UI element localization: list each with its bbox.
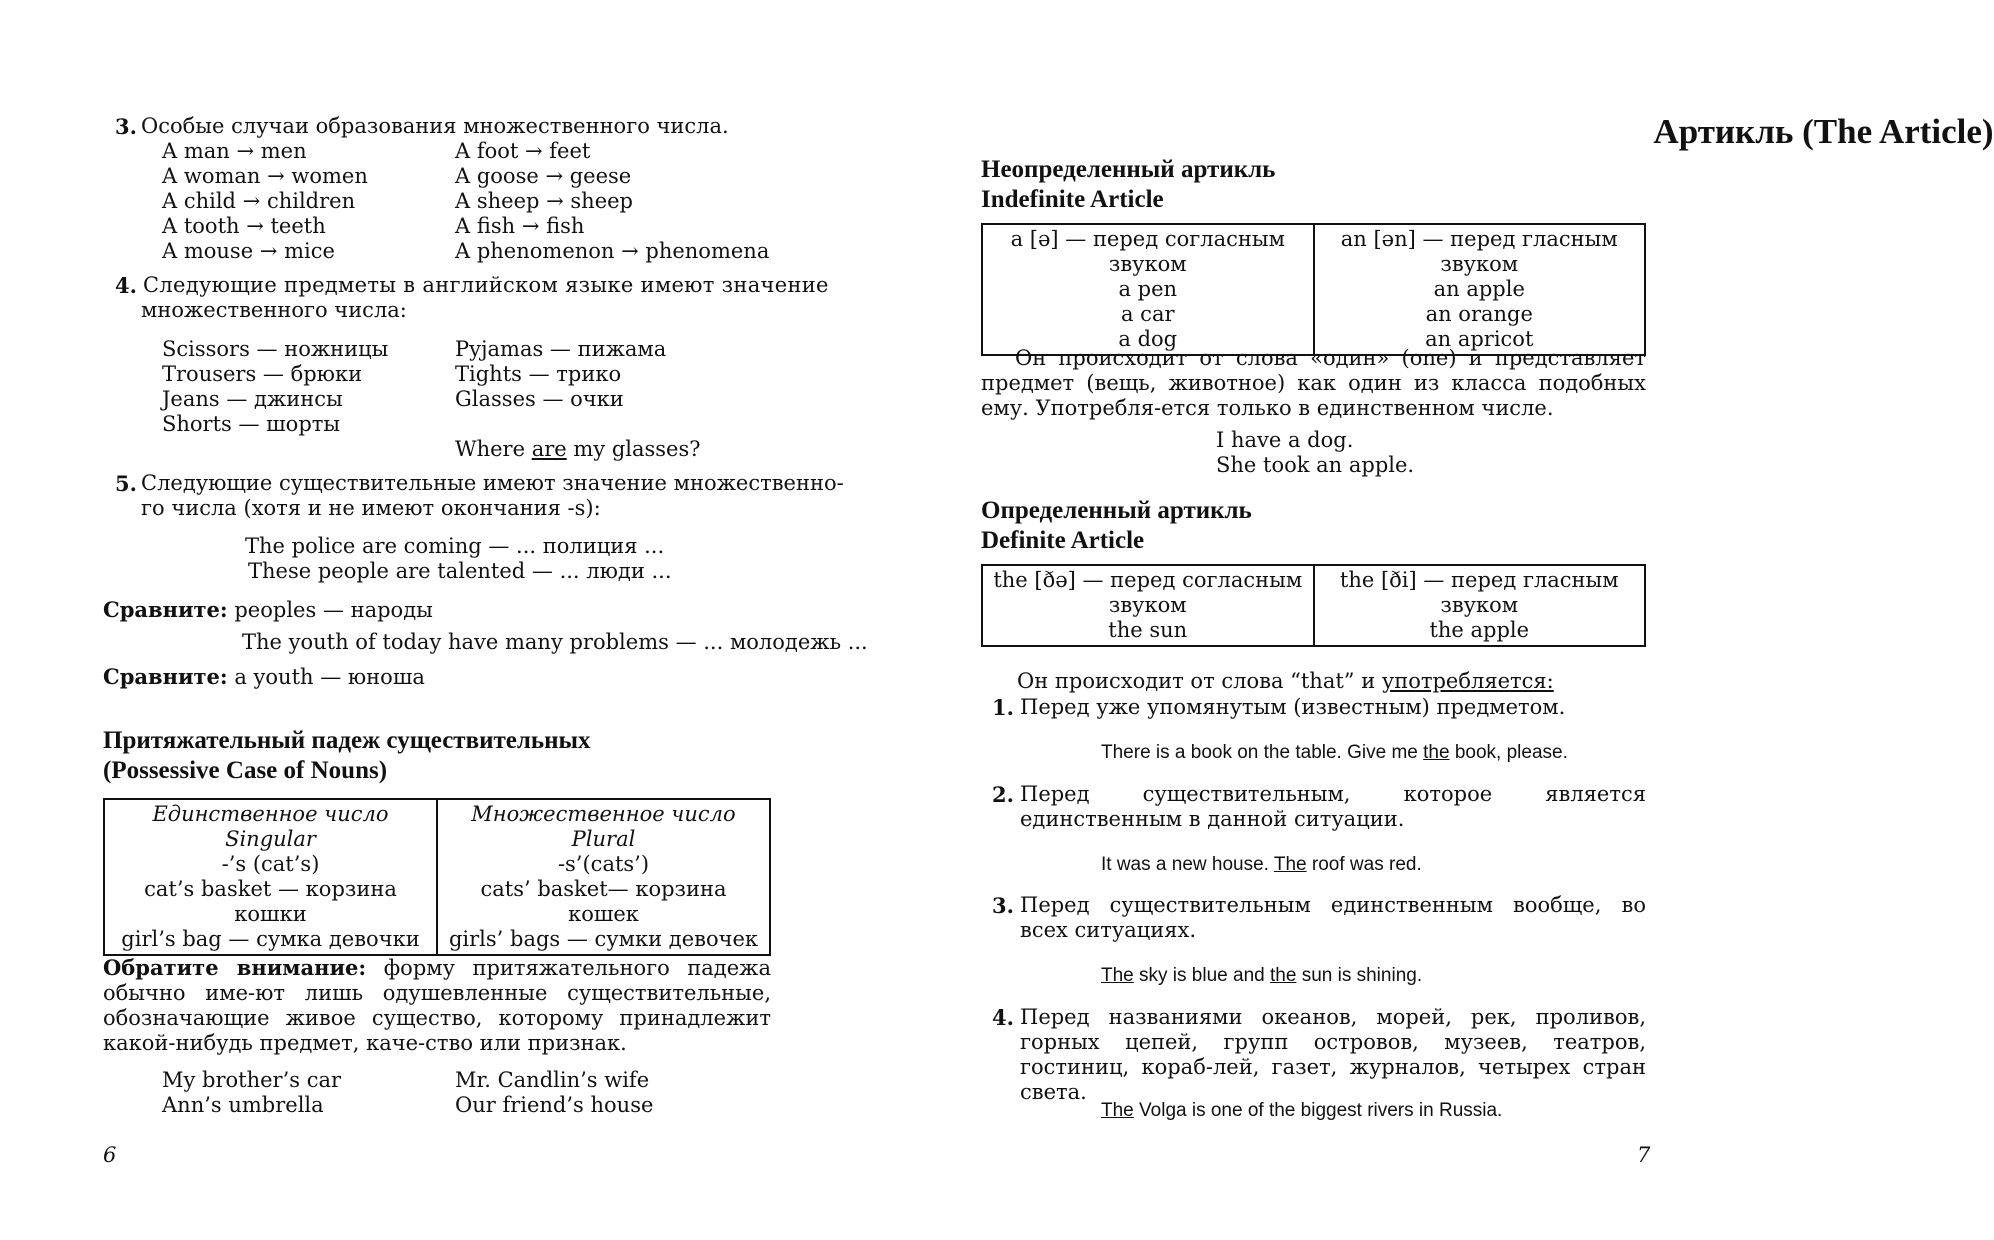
right-page — [877, 0, 1994, 1240]
possessive-table — [103, 798, 771, 956]
indefinite-example: a pen — [1118, 277, 1178, 301]
possessive-example: Ann’s umbrella — [162, 1093, 324, 1117]
definite-item-text: Перед уже упомянутым (известным) предметом. — [1020, 695, 1566, 719]
definite-thi-rule-cont: звуком — [1440, 593, 1519, 617]
compare-1: Сравните: peoples — народы — [103, 597, 433, 622]
definite-item-text: Перед существительным единственным вообще, во всех ситуациях. — [1020, 893, 1646, 942]
list-item: A foot → feet — [455, 139, 591, 163]
list-item: A phenomenon → phenomena — [455, 239, 770, 263]
singular-ending: -’s (cat’s) — [221, 852, 320, 876]
plural-header-en: Plural — [571, 827, 636, 851]
attention-note: Обратите внимание: форму притяжательного падежа обычно име-ют лишь одушевленные существительные, обозначающие живое существо, которому принадлежит какой-нибудь предмет, каче-ство или признак. — [103, 955, 771, 1055]
list-item: A child → children — [162, 189, 356, 213]
possessive-example: Mr. Candlin’s wife — [455, 1068, 650, 1092]
list-item: A sheep → sheep — [455, 189, 633, 213]
item-5-line2: го числа (хотя и не имеют окончания -s): — [141, 496, 601, 520]
indefinite-example: a dog — [1118, 327, 1178, 351]
glasses-example: Where are my glasses? — [455, 437, 701, 461]
indefinite-example: an orange — [1425, 302, 1533, 326]
page-title: Артикль (The Article) — [1653, 112, 1994, 151]
indefinite-example: a car — [1120, 302, 1175, 326]
definite-the-rule-cont: звуком — [1108, 593, 1187, 617]
indefinite-example-sentence: She took an apple. — [1216, 453, 1415, 477]
list-item: A goose → geese — [455, 164, 632, 188]
list-item: Shorts — шорты — [162, 412, 341, 436]
list-item: A woman → women — [162, 164, 368, 188]
definite-item-number: 3. — [992, 893, 1014, 918]
plural-example: cats’ basket— корзина кошек — [480, 877, 727, 926]
indefinite-example-sentence: I have a dog. — [1216, 428, 1354, 452]
item-4-line2: множественного числа: — [141, 298, 407, 322]
page-number: 7 — [1637, 1143, 1651, 1167]
definite-thi-rule: the [ði] — перед гласным — [1339, 568, 1619, 592]
youth-example: The youth of today have many problems — ... молодежь ... — [242, 630, 868, 654]
indefinite-title-en: Indefinite Article — [981, 186, 1164, 213]
definite-item-number: 2. — [992, 782, 1014, 807]
indefinite-example: an apple — [1433, 277, 1525, 301]
possessive-title: Притяжательный падеж существительных — [103, 727, 591, 754]
definite-item-example: There is a book on the table. Give me the book, please. — [1101, 742, 1568, 763]
plural-header: Множественное число — [471, 802, 736, 826]
definite-item-example: The Volga is one of the biggest rivers in Russia. — [1101, 1100, 1503, 1121]
list-item: Trousers — брюки — [162, 362, 363, 386]
item-3-number: 3. — [115, 114, 137, 139]
definite-item-text: Перед существительным, которое является единственным в данной ситуации. — [1020, 782, 1646, 831]
list-item: A fish → fish — [455, 214, 585, 238]
singular-example: girl’s bag — сумка девочки — [121, 927, 420, 951]
possessive-subtitle: (Possessive Case of Nouns) — [103, 757, 388, 784]
possessive-example: My brother’s car — [162, 1068, 342, 1092]
people-example: These people are talented — ... люди ... — [248, 559, 672, 583]
definite-title-ru: Определенный артикль — [981, 497, 1252, 524]
indefinite-example: an apricot — [1425, 327, 1534, 351]
singular-header-en: Singular — [225, 827, 316, 851]
definite-item-example: It was a new house. The roof was red. — [1101, 854, 1422, 875]
definite-intro: Он происходит от слова “that” и употребляется: — [1017, 669, 1554, 693]
police-example: The police are coming — ... полиция ... — [245, 534, 665, 558]
definite-item-number: 1. — [992, 695, 1014, 720]
indefinite-an-rule: an [ən] — перед гласным звуком — [1340, 227, 1618, 276]
list-item: A tooth → teeth — [162, 214, 326, 238]
definite-item-text: Перед названиями океанов, морей, рек, проливов, горных цепей, групп островов, музеев, театров, гостиниц, кораб-лей, газет, журналов, четырех стран света. — [1020, 1005, 1646, 1104]
indefinite-a-rule: a [ə] — перед согласным звуком — [1010, 227, 1285, 276]
list-item: Pyjamas — пижама — [455, 337, 667, 361]
definite-table — [981, 564, 1646, 647]
list-item: Scissors — ножницы — [162, 337, 389, 361]
compare-2: Сравните: a youth — юноша — [103, 664, 425, 689]
definite-item-example: The sky is blue and the sun is shining. — [1101, 965, 1423, 986]
indefinite-table — [981, 223, 1646, 356]
plural-example: girls’ bags — сумки девочек — [448, 927, 759, 951]
singular-example: cat’s basket — корзина кошки — [144, 877, 397, 926]
item-4-number: 4. — [115, 273, 137, 298]
item-5-line1: Следующие существительные имеют значение множественно- — [141, 471, 844, 495]
definite-item-number: 4. — [992, 1005, 1014, 1030]
page-number: 6 — [103, 1143, 117, 1167]
list-item: A man → men — [162, 139, 307, 163]
plural-ending: -s’(cats’) — [557, 852, 650, 876]
singular-header: Единственное число — [152, 802, 389, 826]
item-5-number: 5. — [115, 471, 137, 496]
possessive-example: Our friend’s house — [455, 1093, 654, 1117]
indefinite-paragraph: Он происходит от слова «один» (one) и представляет предмет (вещь, животное) как один из класса подобных ему. Употребля-ется только в единственном числе. — [981, 346, 1646, 420]
definite-title-en: Definite Article — [981, 527, 1145, 554]
indefinite-title-ru: Неопределенный артикль — [981, 156, 1276, 183]
list-item: A mouse → mice — [162, 239, 335, 263]
item-3-text: Особые случаи образования множественного числа. — [141, 114, 729, 138]
item-4-line1: Следующие предметы в английском языке имеют значение — [143, 273, 829, 297]
list-item: Glasses — очки — [455, 387, 624, 411]
definite-the-rule: the [ðə] — перед согласным — [993, 568, 1303, 592]
list-item: Tights — трико — [455, 362, 622, 386]
left-page — [0, 0, 877, 1240]
definite-example: the sun — [1108, 618, 1188, 642]
definite-example: the apple — [1429, 618, 1530, 642]
list-item: Jeans — джинсы — [162, 387, 343, 411]
